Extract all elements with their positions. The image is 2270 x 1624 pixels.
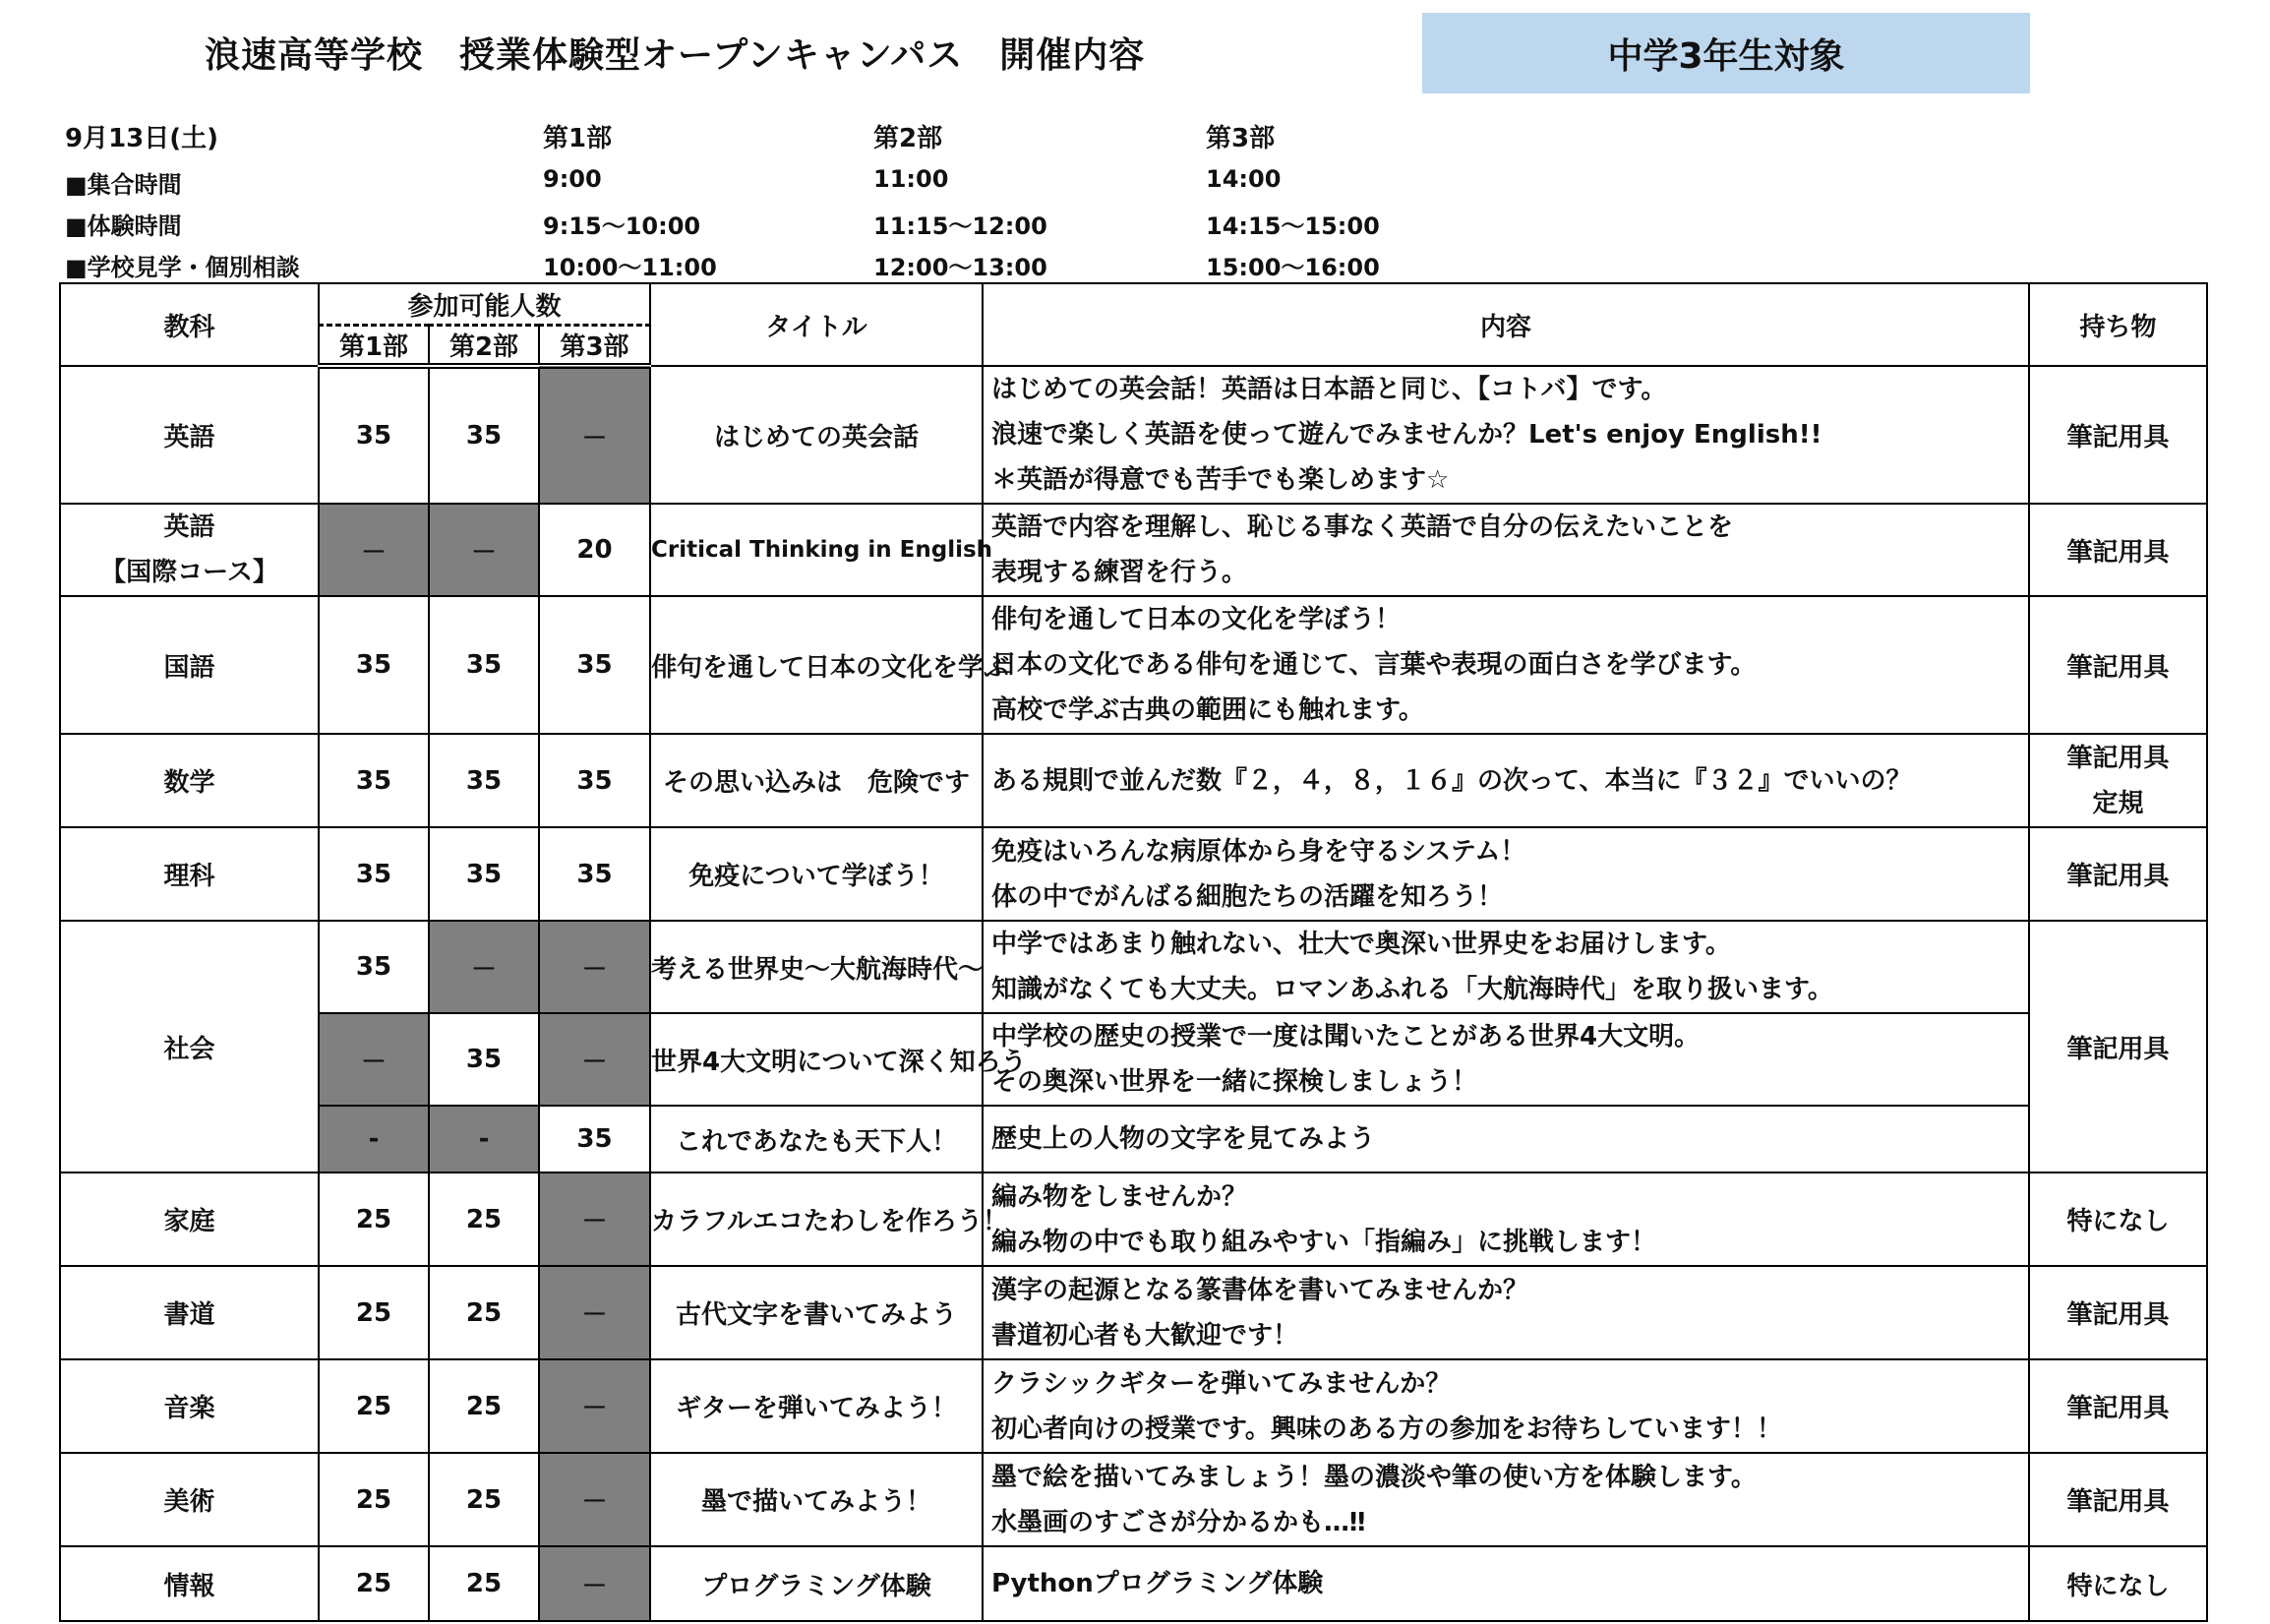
target-badge: 中学3年生対象 — [1422, 13, 2030, 93]
items-cell: 筆記用具 — [2029, 1266, 2207, 1359]
content-line: ある規則で並んだ数『２，４，８，１６』の次って、本当に『３２』でいいの？ — [991, 765, 1912, 796]
capacity-cell-na: － — [539, 366, 650, 504]
capacity-cell: 25 — [319, 1546, 429, 1621]
schedule-label-experience: ■体験時間 — [65, 212, 182, 240]
capacity-cell: 35 — [429, 596, 539, 734]
capacity-cell-na: － — [539, 1359, 650, 1453]
content-line: 水墨画のすごさが分かるかも…‼ — [991, 1507, 1366, 1537]
schedule-time: 9:00 — [543, 165, 602, 193]
content-line: 書道初心者も大歓迎です！ — [991, 1320, 1299, 1351]
items-line: 筆記用具 — [2066, 743, 2170, 773]
content-cell — [983, 827, 2029, 921]
capacity-cell-na: - — [319, 1106, 429, 1173]
header-title: タイトル — [650, 283, 983, 366]
schedule-time: 15:00～16:00 — [1206, 254, 1380, 281]
items-cell: 筆記用具 — [2029, 1359, 2207, 1453]
items-cell: 筆記用具 — [2029, 921, 2207, 1173]
title-cell: Critical Thinking in English — [650, 504, 983, 596]
title-cell: 世界4大文明について深く知ろう — [650, 1013, 983, 1106]
subject-cell: 情報 — [60, 1546, 319, 1621]
table-row — [60, 1013, 2207, 1106]
capacity-cell-na: － — [539, 1013, 650, 1106]
table-row — [60, 827, 2207, 921]
content-line: 漢字の起源となる篆書体を書いてみませんか？ — [991, 1275, 1529, 1305]
content-line: 初心者向けの授業です。興味のある方の参加をお待ちしています！！ — [991, 1413, 1782, 1444]
items-cell: 筆記用具 — [2029, 366, 2207, 504]
schedule-time: 11:15～12:00 — [873, 212, 1047, 240]
items-cell: 筆記用具 — [2029, 596, 2207, 734]
items-cell: 筆記用具 — [2029, 504, 2207, 596]
schedule-time: 14:15～15:00 — [1206, 212, 1380, 240]
header-items: 持ち物 — [2029, 283, 2207, 366]
header-capacity: 参加可能人数 — [319, 283, 650, 326]
items-cell: 筆記用具 — [2029, 827, 2207, 921]
content-line: 墨で絵を描いてみましょう！墨の濃淡や筆の使い方を体験します。 — [991, 1462, 1757, 1492]
capacity-cell: 25 — [429, 1359, 539, 1453]
schedule-time: 11:00 — [873, 165, 949, 193]
schedule-time: 10:00～11:00 — [543, 254, 717, 281]
content-line: 英語で内容を理解し、恥じる事なく英語で自分の伝えたいことを — [991, 512, 1734, 542]
table-row — [60, 596, 2207, 734]
capacity-cell-na: － — [319, 504, 429, 596]
capacity-cell: 35 — [539, 734, 650, 827]
capacity-cell: 25 — [429, 1546, 539, 1621]
table-row — [60, 921, 2207, 1013]
capacity-cell: 35 — [429, 827, 539, 921]
capacity-cell-na: - — [429, 1106, 539, 1173]
content-line: 体の中でがんばる細胞たちの活躍を知ろう！ — [991, 881, 1504, 912]
header-subject: 教科 — [60, 283, 319, 366]
content-line: 編み物の中でも取り組みやすい「指編み」に挑戦します！ — [991, 1227, 1657, 1257]
items-cell: 筆記用具 — [2029, 1453, 2207, 1546]
event-date: 9月13日(土) — [65, 124, 219, 153]
capacity-cell: 35 — [429, 366, 539, 504]
table-row — [60, 366, 2207, 504]
schedule-time: 12:00～13:00 — [873, 254, 1047, 281]
capacity-cell-na: － — [539, 1546, 650, 1621]
capacity-cell: 25 — [319, 1173, 429, 1266]
capacity-cell: 25 — [429, 1173, 539, 1266]
schedule-label-gather: ■集合時間 — [65, 171, 182, 199]
capacity-cell: 25 — [319, 1359, 429, 1453]
capacity-cell: 35 — [319, 734, 429, 827]
subject-cell — [60, 504, 319, 596]
content-cell — [983, 1173, 2029, 1266]
schedule-time: 9:15～10:00 — [543, 212, 701, 240]
items-cell: 特になし — [2029, 1173, 2207, 1266]
capacity-cell: 25 — [429, 1266, 539, 1359]
items-cell — [2029, 734, 2207, 827]
capacity-cell: 35 — [539, 827, 650, 921]
subject-line: 【国際コース】 — [100, 558, 278, 587]
content-cell — [983, 504, 2029, 596]
content-line: Pythonプログラミング体験 — [991, 1569, 1324, 1598]
content-line: 高校で学ぶ古典の範囲にも触れます。 — [991, 695, 1424, 725]
capacity-cell: 25 — [429, 1453, 539, 1546]
table-row — [60, 1546, 2207, 1621]
title-cell: その思い込みは 危険です — [650, 734, 983, 827]
table-row — [60, 504, 2207, 596]
table-row — [60, 1266, 2207, 1359]
table-row — [60, 1106, 2207, 1173]
capacity-cell-na: － — [319, 1013, 429, 1106]
capacity-cell: 35 — [319, 366, 429, 504]
subject-line: 英語 — [163, 512, 215, 542]
capacity-cell: 25 — [319, 1453, 429, 1546]
title-cell: プログラミング体験 — [650, 1546, 983, 1621]
table-row — [60, 1453, 2207, 1546]
content-line: 中学校の歴史の授業で一度は聞いたことがある世界4大文明。 — [991, 1022, 1701, 1052]
capacity-cell: 20 — [539, 504, 650, 596]
capacity-cell: 35 — [319, 827, 429, 921]
capacity-cell: 35 — [539, 1106, 650, 1173]
capacity-cell: 35 — [539, 596, 650, 734]
schedule-time: 14:00 — [1206, 165, 1282, 193]
capacity-cell-na: － — [429, 921, 539, 1013]
subject-cell: 英語 — [60, 366, 319, 504]
content-line: 表現する練習を行う。 — [991, 558, 1248, 587]
title-cell: カラフルエコたわしを作ろう！ — [650, 1173, 983, 1266]
capacity-cell-na: － — [539, 1173, 650, 1266]
title-cell: これであなたも天下人！ — [650, 1106, 983, 1173]
content-cell — [983, 366, 2029, 504]
content-cell — [983, 1453, 2029, 1546]
subject-cell: 数学 — [60, 734, 319, 827]
content-line: 知識がなくても大丈夫。ロマンあふれる「大航海時代」を取り扱います。 — [991, 975, 1833, 1004]
content-line: 編み物をしませんか？ — [991, 1181, 1248, 1212]
header-part: 第3部 — [539, 326, 650, 367]
capacity-cell: 35 — [319, 921, 429, 1013]
content-line: はじめての英会話！英語は日本語と同じ、【コトバ】です。 — [991, 375, 1667, 404]
table-row — [60, 734, 2207, 827]
content-cell — [983, 734, 2029, 827]
content-line: 免疫はいろんな病原体から身を守るシステム！ — [991, 836, 1526, 867]
title-cell: ギターを弾いてみよう！ — [650, 1359, 983, 1453]
part3-label: 第3部 — [1206, 124, 1276, 153]
capacity-cell: 35 — [429, 1013, 539, 1106]
table-row — [60, 1173, 2207, 1266]
title-cell: 古代文字を書いてみよう — [650, 1266, 983, 1359]
capacity-cell-na: － — [539, 921, 650, 1013]
part1-label: 第1部 — [543, 124, 613, 153]
page-title: 浪速高等学校 授業体験型オープンキャンパス 開催内容 — [205, 35, 1146, 76]
content-cell — [983, 1546, 2029, 1621]
items-cell: 特になし — [2029, 1546, 2207, 1621]
content-cell — [983, 921, 2029, 1013]
subject-cell: 家庭 — [60, 1173, 319, 1266]
subject-cell: 国語 — [60, 596, 319, 734]
schedule-label-tour: ■学校見学・個別相談 — [65, 254, 300, 281]
content-cell — [983, 1106, 2029, 1173]
subject-cell: 理科 — [60, 827, 319, 921]
title-cell: 免疫について学ぼう！ — [650, 827, 983, 921]
subject-cell: 音楽 — [60, 1359, 319, 1453]
content-line: 浪速で楽しく英語を使って遊んでみませんか？Let's enjoy English!! — [991, 420, 1822, 450]
content-line: 歴史上の人物の文字を見てみよう — [991, 1124, 1376, 1154]
capacity-cell: 35 — [319, 596, 429, 734]
title-cell: 考える世界史～大航海時代～ — [650, 921, 983, 1013]
title-cell: 俳句を通して日本の文化を学ぶ — [650, 596, 983, 734]
items-line: 定規 — [2092, 788, 2144, 818]
title-cell: 墨で描いてみよう！ — [650, 1453, 983, 1546]
table-row — [60, 1359, 2207, 1453]
content-cell — [983, 1266, 2029, 1359]
header-content: 内容 — [983, 283, 2029, 366]
capacity-cell: 25 — [319, 1266, 429, 1359]
content-cell — [983, 1013, 2029, 1106]
title-cell: はじめての英会話 — [650, 366, 983, 504]
subject-cell: 美術 — [60, 1453, 319, 1546]
content-cell — [983, 1359, 2029, 1453]
content-line: ＊英語が得意でも苦手でも楽しめます☆ — [991, 465, 1450, 495]
capacity-cell-na: － — [539, 1266, 650, 1359]
content-line: 日本の文化である俳句を通じて、言葉や表現の面白さを学びます。 — [991, 650, 1757, 680]
subject-cell: 書道 — [60, 1266, 319, 1359]
content-line: クラシックギターを弾いてみませんか？ — [991, 1368, 1452, 1399]
content-cell — [983, 596, 2029, 734]
content-line: 俳句を通して日本の文化を学ぼう！ — [991, 605, 1402, 634]
subject-cell: 社会 — [60, 921, 319, 1173]
content-line: 中学ではあまり触れない、壮大で奥深い世界史をお届けします。 — [991, 930, 1731, 959]
part2-label: 第2部 — [873, 124, 943, 153]
capacity-cell: 35 — [429, 734, 539, 827]
course-table — [59, 282, 2208, 1622]
capacity-cell-na: － — [429, 504, 539, 596]
header-part: 第1部 — [319, 326, 429, 367]
header-part: 第2部 — [429, 326, 539, 367]
content-line: その奥深い世界を一緒に探検しましょう！ — [991, 1067, 1478, 1097]
capacity-cell-na: － — [539, 1453, 650, 1546]
